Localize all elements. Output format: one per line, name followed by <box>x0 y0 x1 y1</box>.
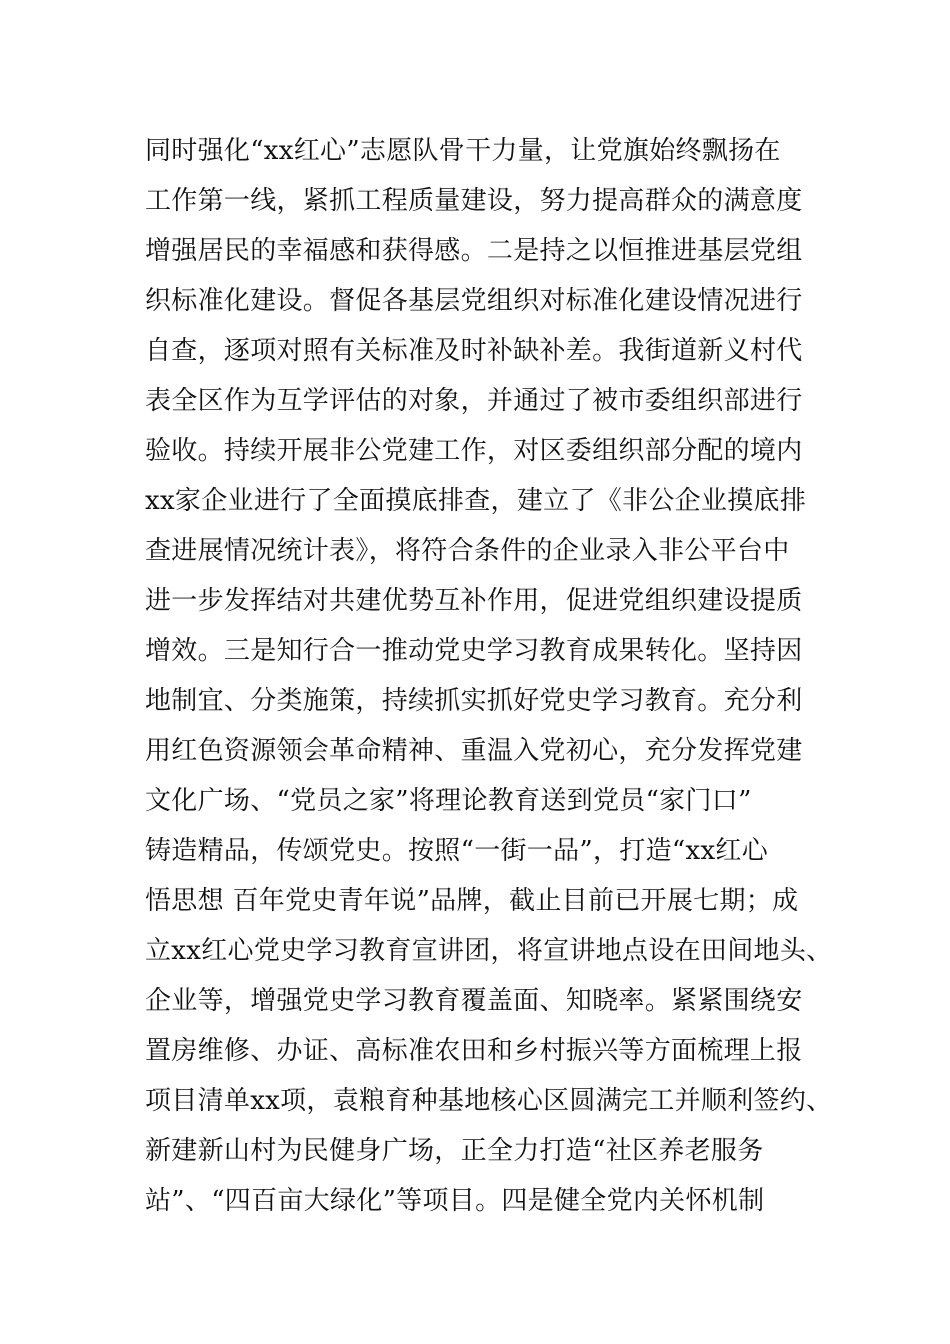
text-line: 新建新山村为民健身广场，正全力打造“社区养老服务 <box>145 1136 764 1166</box>
text-line: 地制宜、分类施策，持续抓实抓好党史学习教育。充分利 <box>145 686 803 716</box>
text-line: 铸造精品，传颂党史。按照“一街一品”，打造“xx红心 <box>145 836 769 866</box>
text-line: 企业等，增强党史学习教育覆盖面、知晓率。紧紧围绕安 <box>145 986 803 1016</box>
text-line: 织标准化建设。督促各基层党组织对标准化建设情况进行 <box>145 286 803 316</box>
text-line: 增强居民的幸福感和获得感。二是持之以恒推进基层党组 <box>145 236 803 266</box>
text-line: 用红色资源领会革命精神、重温入党初心，充分发挥党建 <box>145 736 803 766</box>
text-line: 悟思想 百年党史青年说”品牌，截止目前已开展七期；成 <box>145 886 799 916</box>
text-line: xx家企业进行了全面摸底排查，建立了《非公企业摸底排 <box>145 486 807 516</box>
text-line: 查进展情况统计表》，将符合条件的企业录入非公平台中 <box>145 536 790 566</box>
text-line: 立xx红心党史学习教育宣讲团，将宣讲地点设在田间地头、 <box>145 936 833 966</box>
text-line: 工作第一线，紧抓工程质量建设，努力提高群众的满意度 <box>145 186 803 216</box>
text-line: 增效。三是知行合一推动党史学习教育成果转化。坚持因 <box>145 636 803 666</box>
text-line: 置房维修、办证、高标准农田和乡村振兴等方面梳理上报 <box>145 1036 803 1066</box>
text-line: 同时强化“xx红心”志愿队骨干力量，让党旗始终飘扬在 <box>145 136 781 166</box>
body-paragraph <box>145 126 835 1226</box>
text-line: 表全区作为互学评估的对象，并通过了被市委组织部进行 <box>145 386 803 416</box>
text-line: 项目清单xx项，袁粮育种基地核心区圆满完工并顺利签约、 <box>145 1086 833 1116</box>
text-line: 文化广场、“党员之家”将理论教育送到党员“家门口” <box>145 786 752 816</box>
text-line: 验收。持续开展非公党建工作，对区委组织部分配的境内 <box>145 436 803 466</box>
text-line: 站”、“四百亩大绿化”等项目。四是健全党内关怀机制 <box>145 1186 765 1216</box>
text-line: 进一步发挥结对共建优势互补作用，促进党组织建设提质 <box>145 586 803 616</box>
text-line: 自查，逐项对照有关标准及时补缺补差。我街道新义村代 <box>145 336 803 366</box>
